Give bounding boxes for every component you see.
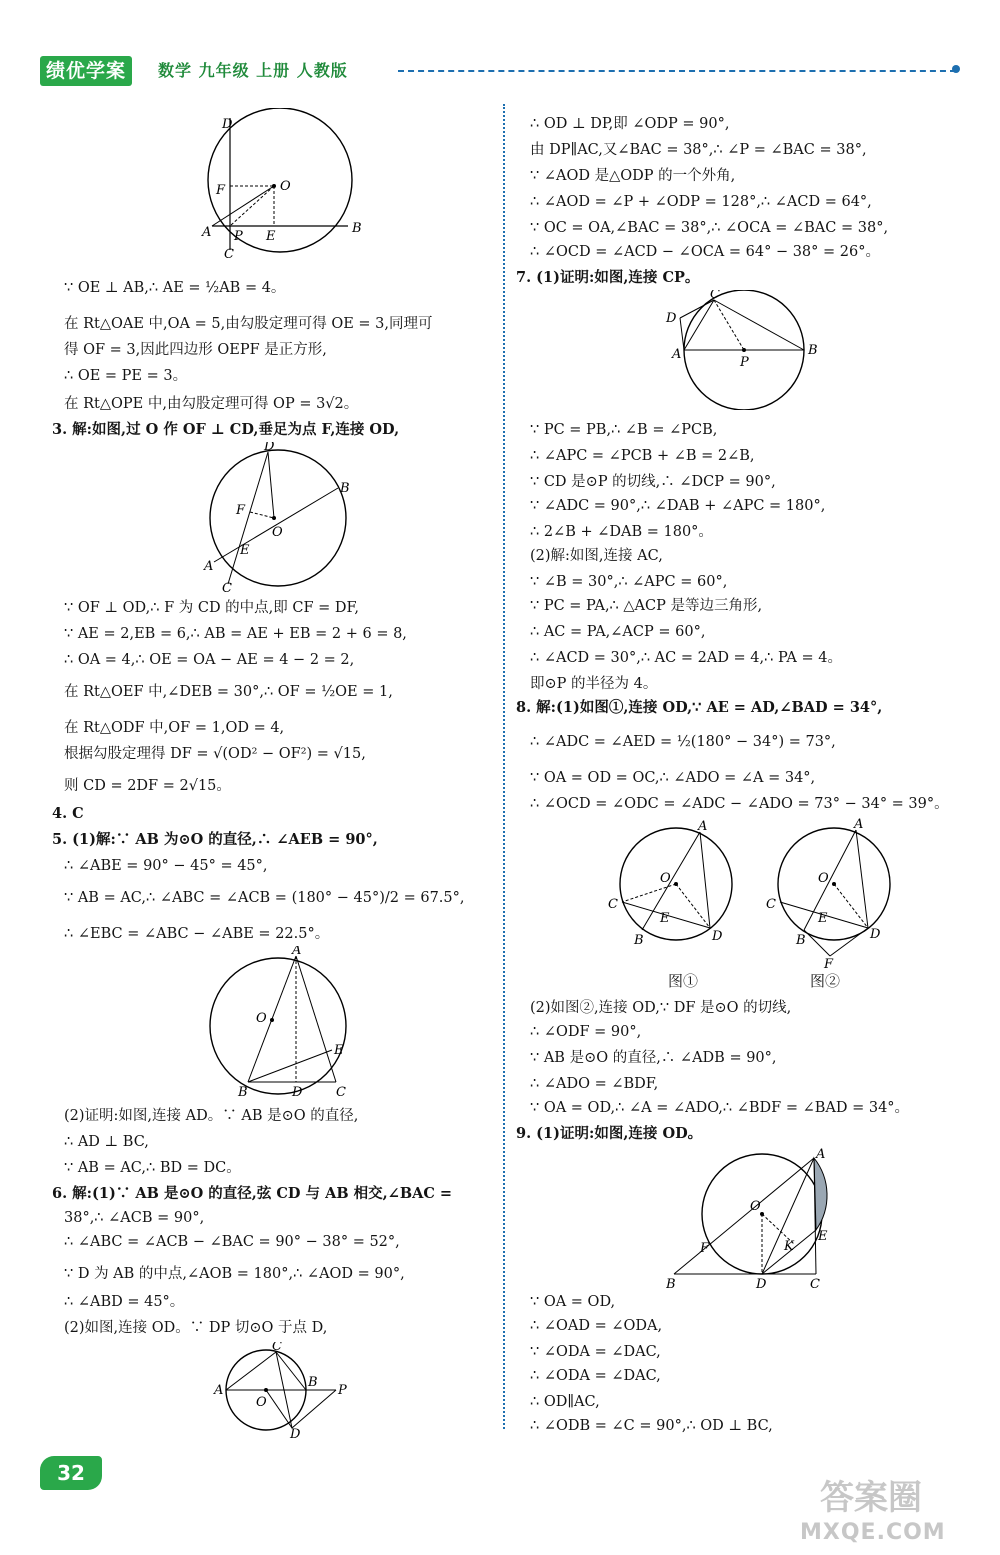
text-line: ∴ ∠ADO = ∠BDF,: [530, 1076, 659, 1092]
figure-caption-1: 图①: [668, 972, 699, 990]
svg-text:A: A: [292, 946, 302, 958]
text-line: ∴ ∠ABC = ∠ACB − ∠BAC = 90° − 38° = 52°,: [64, 1234, 400, 1250]
text-line: 38°,∴ ∠ACB = 90°,: [64, 1210, 205, 1226]
problem-9-heading: 9. (1)证明:如图,连接 OD。: [516, 1125, 703, 1142]
text-line: ∴ AD ⊥ BC,: [64, 1134, 149, 1150]
text-line: ∴ ∠OCD = ∠ACD − ∠OCA = 64° − 38° = 26°。: [530, 244, 880, 260]
text-line: 在 Rt△OAE 中,OA = 5,由勾股定理可得 OE = 3,同理可: [64, 316, 433, 332]
text-line: ∵ OC = OA,∠BAC = 38°,∴ ∠OCA = ∠BAC = 38°,: [530, 220, 889, 236]
svg-text:B: B: [308, 1375, 318, 1390]
figure-circle-chord-cd: [200, 442, 380, 592]
svg-text:C: C: [766, 897, 776, 912]
text-line: 得 OF = 3,因此四边形 OEPF 是正方形,: [64, 342, 327, 358]
svg-text:C: C: [224, 247, 234, 258]
text-line: ∴ ∠ADC = ∠AED = ½(180° − 34°) = 73°,: [530, 734, 836, 750]
problem-8-heading: 8. 解:(1)如图①,连接 OD,∵ AE = AD,∠BAD = 34°,: [516, 699, 883, 716]
text-line: ∴ OA = 4,∴ OE = OA − AE = 4 − 2 = 2,: [64, 652, 355, 668]
text-line: ∴ ∠ODB = ∠C = 90°,∴ OD ⊥ BC,: [530, 1418, 773, 1434]
svg-text:D: D: [870, 927, 881, 942]
svg-text:F: F: [824, 957, 834, 968]
text-line: ∴ ∠ABD = 45°。: [64, 1294, 185, 1310]
svg-text:F: F: [700, 1241, 710, 1256]
text-line: ∴ OE = PE = 3。: [64, 368, 188, 384]
svg-text:O: O: [280, 179, 291, 194]
svg-text:A: A: [698, 819, 708, 834]
text-line: ∵ ∠B = 30°,∴ ∠APC = 60°,: [530, 574, 728, 590]
svg-text:F: F: [236, 503, 246, 518]
figure-circle-p-tangent-cd: [662, 290, 842, 410]
text-line: (2)证明:如图,连接 AD。∵ AB 是⊙O 的直径,: [64, 1108, 359, 1124]
text-line: ∵ OA = OD,∴ ∠A = ∠ADO,∴ ∠BDF = ∠BAD = 34°。: [530, 1100, 910, 1116]
text-line: ∴ ∠EBC = ∠ABC − ∠ABE = 22.5°。: [64, 926, 330, 942]
svg-text:D: D: [712, 929, 723, 944]
svg-text:D: D: [756, 1277, 767, 1288]
text-line: ∵ D 为 AB 的中点,∠AOB = 180°,∴ ∠AOD = 90°,: [64, 1266, 405, 1282]
text-line: ∵ OF ⊥ OD,∴ F 为 CD 的中点,即 CF = DF,: [64, 600, 359, 616]
text-line: (2)解:如图,连接 AC,: [530, 548, 663, 564]
svg-text:B: B: [238, 1085, 248, 1096]
text-line: ∵ AB 是⊙O 的直径,∴ ∠ADB = 90°,: [530, 1050, 777, 1066]
svg-text:E: E: [818, 911, 828, 926]
figure-circle-triangle-abc: [200, 946, 360, 1096]
text-line: ∴ AC = PA,∠ACP = 60°,: [530, 624, 706, 640]
text-line: ∵ PC = PB,∴ ∠B = ∠PCB,: [530, 422, 718, 438]
problem-6-heading: 6. 解:(1)∵ AB 是⊙O 的直径,弦 CD 与 AB 相交,∠BAC =: [52, 1185, 453, 1202]
text-line: ∵ AB = AC,∴ BD = DC。: [64, 1160, 241, 1176]
text-line: ∵ OE ⊥ AB,∴ AE = ½AB = 4。: [64, 280, 286, 296]
text-line: 根据勾股定理得 DF = √(OD² − OF²) = √15,: [64, 746, 366, 762]
text-line: ∴ 2∠B + ∠DAB = 180°。: [530, 524, 713, 540]
text-line: ∵ OA = OD,: [530, 1294, 616, 1310]
text-line: ∵ CD 是⊙P 的切线,∴ ∠DCP = 90°,: [530, 474, 776, 490]
svg-text:K: K: [784, 1239, 794, 1254]
svg-text:D: D: [666, 311, 677, 326]
text-line: (2)如图②,连接 OD,∵ DF 是⊙O 的切线,: [530, 1000, 792, 1016]
svg-text:B: B: [340, 481, 350, 496]
svg-text:E: E: [266, 229, 276, 244]
svg-text:C: C: [710, 290, 720, 302]
text-line: 在 Rt△ODF 中,OF = 1,OD = 4,: [64, 720, 285, 736]
svg-text:C: C: [608, 897, 618, 912]
header-rule: [398, 70, 956, 72]
text-line: ∴ ∠APC = ∠PCB + ∠B = 2∠B,: [530, 448, 755, 464]
text-line: 则 CD = 2DF = 2√15。: [64, 778, 231, 794]
svg-text:P: P: [234, 229, 243, 244]
svg-text:C: C: [336, 1085, 346, 1096]
svg-text:F: F: [216, 183, 226, 198]
figure-circle-right-triangle: [666, 1148, 836, 1288]
header-rule-dot: [952, 65, 960, 73]
svg-text:B: B: [808, 343, 818, 358]
svg-text:O: O: [256, 1395, 267, 1410]
svg-text:A: A: [202, 225, 212, 240]
watermark-logo: 答案圈: [820, 1478, 922, 1518]
svg-text:E: E: [334, 1043, 344, 1058]
svg-text:O: O: [818, 871, 829, 886]
problem-3-heading: 3. 解:如图,过 O 作 OF ⊥ CD,垂足为点 F,连接 OD,: [52, 421, 400, 438]
problem-7-heading: 7. (1)证明:如图,连接 CP。: [516, 269, 700, 286]
text-line: ∵ PC = PA,∴ △ACP 是等边三角形,: [530, 598, 763, 614]
text-line: ∴ ∠OCD = ∠ODC = ∠ADC − ∠ADO = 73° − 34° = 39°。: [530, 796, 949, 812]
problem-5-heading: 5. (1)解:∵ AB 为⊙O 的直径,∴ ∠AEB = 90°,: [52, 831, 378, 848]
svg-text:B: B: [634, 933, 644, 948]
brand-logo: 绩优学案: [40, 56, 132, 86]
text-line: ∵ ∠ODA = ∠DAC,: [530, 1344, 661, 1360]
text-line: ∵ AE = 2,EB = 6,∴ AB = AE + EB = 2 + 6 = 8,: [64, 626, 407, 642]
svg-text:A: A: [214, 1383, 224, 1398]
svg-text:E: E: [818, 1229, 828, 1244]
text-line: ∴ ∠ODF = 90°,: [530, 1024, 642, 1040]
column-divider: [503, 104, 505, 1429]
figure-circle-tangent-dp: [210, 1342, 370, 1438]
figure-pair-circles: [606, 818, 906, 968]
svg-text:A: A: [204, 559, 214, 574]
figure-circle-oepf: [200, 108, 400, 258]
text-line: 由 DP∥AC,又∠BAC = 38°,∴ ∠P = ∠BAC = 38°,: [530, 142, 867, 158]
subject-title: 数学 九年级 上册 人教版: [158, 61, 348, 80]
text-line: ∵ ∠AOD 是△ODP 的一个外角,: [530, 168, 736, 184]
page-header: [40, 52, 960, 94]
svg-text:O: O: [660, 871, 671, 886]
text-line: ∴ OD∥AC,: [530, 1394, 600, 1410]
svg-text:B: B: [666, 1277, 676, 1288]
text-line: ∴ ∠ODA = ∠DAC,: [530, 1368, 661, 1384]
svg-text:D: D: [292, 1085, 303, 1096]
svg-text:D: D: [264, 442, 275, 454]
text-line: ∵ AB = AC,∴ ∠ABC = ∠ACB = (180° − 45°)/2 = 67.5°,: [64, 890, 465, 906]
text-line: (2)如图,连接 OD。∵ DP 切⊙O 于点 D,: [64, 1320, 328, 1336]
svg-text:P: P: [740, 355, 749, 370]
text-line: 即⊙P 的半径为 4。: [530, 676, 658, 692]
svg-text:C: C: [272, 1342, 282, 1354]
watermark-url: MXQE.COM: [800, 1520, 946, 1545]
svg-text:B: B: [352, 221, 362, 236]
text-line: ∴ OD ⊥ DP,即 ∠ODP = 90°,: [530, 116, 730, 132]
figure-caption-2: 图②: [810, 972, 841, 990]
text-line: ∴ ∠ABE = 90° − 45° = 45°,: [64, 858, 268, 874]
svg-text:O: O: [256, 1011, 267, 1026]
svg-text:O: O: [750, 1199, 761, 1214]
svg-text:E: E: [660, 911, 670, 926]
svg-text:B: B: [796, 933, 806, 948]
text-line: ∴ ∠AOD = ∠P + ∠ODP = 128°,∴ ∠ACD = 64°,: [530, 194, 872, 210]
svg-text:A: A: [672, 347, 682, 362]
svg-text:A: A: [816, 1148, 826, 1162]
problem-4-answer: 4. C: [52, 805, 84, 822]
svg-text:A: A: [854, 818, 864, 832]
text-line: ∴ ∠ACD = 30°,∴ AC = 2AD = 4,∴ PA = 4。: [530, 650, 842, 666]
text-line: ∴ ∠OAD = ∠ODA,: [530, 1318, 663, 1334]
text-line: ∵ ∠ADC = 90°,∴ ∠DAB + ∠APC = 180°,: [530, 498, 826, 514]
svg-text:P: P: [338, 1383, 347, 1398]
svg-text:E: E: [240, 543, 250, 558]
svg-text:O: O: [272, 525, 283, 540]
svg-text:D: D: [290, 1427, 301, 1438]
svg-text:D: D: [222, 117, 233, 132]
text-line: 在 Rt△OPE 中,由勾股定理可得 OP = 3√2。: [64, 396, 359, 412]
text-line: 在 Rt△OEF 中,∠DEB = 30°,∴ OF = ½OE = 1,: [64, 684, 393, 700]
svg-text:C: C: [810, 1277, 820, 1288]
text-line: ∵ OA = OD = OC,∴ ∠ADO = ∠A = 34°,: [530, 770, 816, 786]
svg-text:C: C: [222, 581, 232, 592]
page-number: 32: [40, 1456, 102, 1490]
